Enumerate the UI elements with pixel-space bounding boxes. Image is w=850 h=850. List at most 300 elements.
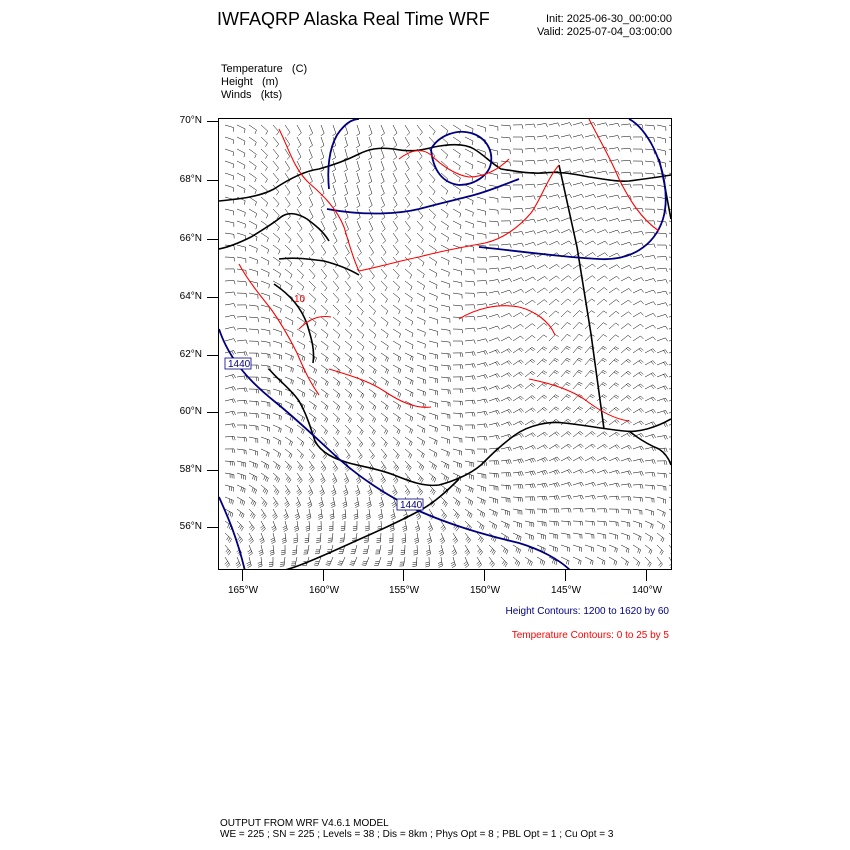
- wind-barb-feather: [518, 549, 519, 553]
- wind-barb-feather: [316, 540, 320, 541]
- wind-barb-shaft: [429, 257, 437, 262]
- wind-barb-feather: [521, 433, 523, 436]
- wind-barb-shaft: [549, 432, 556, 437]
- wind-barb-feather: [580, 521, 581, 525]
- wind-barb-feather: [616, 383, 619, 385]
- wind-barb-feather: [311, 454, 313, 457]
- wind-barb-shaft: [513, 278, 521, 281]
- wind-barb-feather: [556, 483, 558, 487]
- wind-barb-shaft: [357, 257, 362, 265]
- wind-barb-feather: [615, 347, 618, 349]
- wind-barb-feather: [304, 334, 305, 338]
- wind-barb-feather: [615, 446, 618, 449]
- wind-barb-feather: [266, 203, 268, 207]
- wind-barb-feather: [579, 334, 583, 336]
- wind-barb-feather: [338, 359, 340, 363]
- wind-barb-feather: [626, 360, 629, 362]
- wind-barb-feather: [567, 407, 570, 409]
- wind-barb-feather: [274, 489, 276, 492]
- wind-barb-feather: [280, 297, 281, 301]
- wind-barb-feather: [533, 445, 535, 448]
- wind-barb-feather: [275, 476, 277, 480]
- wind-barb-feather: [504, 562, 506, 565]
- wind-barb-feather: [309, 157, 312, 159]
- wind-barb-shaft: [633, 545, 641, 550]
- wind-barb-feather: [519, 373, 522, 376]
- wind-barb-feather: [312, 442, 314, 446]
- wind-barb-feather: [445, 503, 447, 506]
- wind-barb-shaft: [549, 206, 558, 209]
- wind-barb-feather: [252, 488, 253, 492]
- wind-barb-feather: [421, 466, 423, 470]
- wind-barb-shaft: [333, 173, 336, 182]
- wind-barb-feather: [400, 358, 401, 362]
- wind-barb-feather: [593, 252, 596, 255]
- wind-barb-feather: [241, 487, 242, 491]
- wind-barb-feather: [534, 242, 536, 246]
- wind-barb-feather: [337, 311, 339, 314]
- wind-barb-feather: [312, 252, 315, 255]
- wind-barb-shaft: [285, 221, 291, 228]
- wind-barb-feather: [391, 514, 395, 516]
- wind-barb-feather: [510, 232, 511, 236]
- wind-barb-feather: [312, 264, 315, 267]
- wind-barb-shaft: [345, 245, 349, 253]
- wind-barb-feather: [350, 335, 352, 339]
- wind-barb-shaft: [549, 264, 557, 269]
- wind-barb-feather: [287, 157, 290, 160]
- wind-barb-shaft: [249, 509, 255, 515]
- wind-barb-feather: [660, 550, 662, 553]
- wind-barb-shaft: [429, 185, 435, 192]
- wind-barb-feather: [520, 360, 523, 363]
- wind-barb-feather: [474, 328, 475, 332]
- wind-barb-shaft: [320, 533, 321, 542]
- wind-barb-feather: [653, 349, 656, 352]
- wind-barb-feather: [244, 129, 245, 133]
- wind-barb-feather: [628, 395, 631, 398]
- wind-barb-feather: [281, 554, 285, 555]
- wind-barb-feather: [407, 205, 410, 208]
- wind-barb-shaft: [369, 449, 375, 456]
- wind-barb-feather: [244, 388, 245, 392]
- wind-barb-feather: [293, 550, 297, 551]
- wind-barb-feather: [393, 157, 396, 159]
- wind-barb-shaft: [285, 269, 292, 275]
- wind-barb-shaft: [645, 173, 654, 174]
- wind-barb-shaft: [477, 304, 486, 305]
- wind-barb-feather: [642, 161, 643, 165]
- wind-barb-feather: [320, 170, 323, 172]
- wind-barb-feather: [394, 479, 397, 482]
- wind-barb-feather: [518, 563, 520, 567]
- wind-barb-feather: [628, 324, 631, 327]
- wind-barb-shaft: [549, 457, 557, 461]
- wind-barb-shaft: [621, 265, 629, 269]
- wind-barb-feather: [558, 509, 559, 513]
- wind-barb-feather: [332, 170, 336, 172]
- wind-barb-feather: [532, 459, 534, 462]
- wind-barb-feather: [653, 337, 656, 340]
- wind-barb-feather: [567, 311, 570, 313]
- wind-barb-feather: [474, 437, 475, 441]
- wind-barb-feather: [498, 256, 499, 260]
- wind-barb-shaft: [477, 292, 486, 293]
- wind-barb-feather: [449, 452, 450, 456]
- wind-barb-feather: [618, 148, 620, 152]
- wind-barb-feather: [425, 344, 426, 348]
- wind-barb-shaft: [285, 281, 292, 286]
- wind-barb-shaft: [597, 241, 605, 245]
- wind-barb-feather: [617, 253, 620, 256]
- wind-barb-shaft: [453, 497, 460, 502]
- wind-barb-shaft: [261, 161, 267, 167]
- wind-barb-feather: [455, 526, 458, 529]
- height-contour-legend: Height Contours: 1200 to 1620 by 60: [505, 606, 669, 617]
- wind-barb-shaft: [297, 137, 301, 145]
- wind-barb-shaft: [369, 173, 372, 182]
- wind-barb-feather: [474, 282, 475, 286]
- wind-barb-shaft: [333, 317, 340, 323]
- wind-barb-feather: [378, 514, 382, 516]
- wind-barb-feather: [286, 505, 289, 508]
- wind-barb-shaft: [381, 305, 388, 311]
- wind-barb-feather: [485, 176, 486, 180]
- wind-barb-feather: [498, 268, 499, 272]
- wind-barb-shaft: [537, 407, 544, 413]
- wind-barb-shaft: [561, 557, 569, 561]
- wind-barb-feather: [594, 171, 596, 175]
- wind-barb-feather: [604, 561, 605, 565]
- wind-barb-feather: [484, 513, 485, 517]
- wind-barb-shaft: [405, 233, 411, 240]
- wind-barb-feather: [271, 540, 275, 542]
- wind-barb-feather: [419, 168, 422, 171]
- wind-barb-feather: [357, 493, 360, 495]
- wind-barb-shaft: [297, 221, 302, 228]
- wind-barb-feather: [302, 368, 303, 372]
- wind-barb-feather: [640, 537, 641, 541]
- wind-barb-shaft: [285, 533, 286, 542]
- wind-barb-feather: [358, 467, 361, 470]
- wind-barb-feather: [468, 500, 469, 504]
- wind-barb-feather: [641, 446, 643, 449]
- wind-barb-shaft: [333, 281, 339, 288]
- wind-barb-shaft: [369, 161, 372, 170]
- wind-barb-feather: [530, 548, 531, 552]
- wind-barb-feather: [518, 536, 519, 540]
- wind-barb-shaft: [585, 431, 592, 437]
- wind-barb-feather: [333, 493, 336, 495]
- wind-barb-shaft: [585, 147, 594, 149]
- wind-barb-feather: [333, 217, 336, 219]
- wind-barb-feather: [399, 334, 400, 338]
- wind-barb-feather: [458, 502, 460, 506]
- wind-barb-shaft: [225, 137, 234, 140]
- lat-tick: [207, 355, 218, 356]
- wind-barb-feather: [534, 148, 535, 152]
- wind-barb-shaft: [237, 161, 245, 165]
- wind-barb-feather: [484, 412, 486, 416]
- wind-barb-feather: [244, 489, 245, 493]
- wind-barb-shaft: [465, 376, 474, 377]
- wind-barb-feather: [555, 383, 559, 385]
- lat-label-70: 70°N: [179, 115, 202, 126]
- wind-barb-feather: [542, 471, 544, 475]
- wind-barb-shaft: [645, 557, 651, 563]
- wind-barb-feather: [258, 318, 259, 322]
- wind-barb-feather: [639, 361, 642, 364]
- wind-barb-feather: [459, 490, 460, 494]
- wind-barb-shaft: [441, 293, 450, 295]
- wind-barb-feather: [318, 516, 322, 518]
- wind-barb-shaft: [405, 365, 413, 369]
- wind-barb-feather: [642, 459, 644, 463]
- wind-barb-feather: [365, 528, 369, 529]
- wind-barb-shaft: [369, 413, 376, 419]
- wind-barb-shaft: [513, 336, 520, 341]
- wind-barb-shaft: [525, 533, 533, 536]
- wind-barb-feather: [233, 500, 234, 504]
- wind-barb-feather: [375, 370, 377, 374]
- wind-barb-shaft: [465, 185, 473, 189]
- wind-barb-feather: [261, 527, 264, 530]
- wind-barb-feather: [373, 431, 375, 434]
- wind-barb-feather: [474, 425, 475, 429]
- wind-barb-feather: [316, 542, 320, 543]
- wind-barb-feather: [518, 472, 519, 476]
- wind-barb-feather: [544, 420, 547, 423]
- wind-barb-feather: [261, 513, 264, 516]
- wind-barb-shaft: [549, 335, 555, 341]
- wind-barb-feather: [374, 419, 376, 423]
- wind-barb-feather: [244, 437, 245, 441]
- wind-barb-feather: [338, 347, 340, 351]
- wind-barb-feather: [281, 550, 285, 551]
- wind-barb-feather: [287, 169, 290, 172]
- wind-barb-shaft: [285, 353, 293, 356]
- wind-barb-feather: [321, 145, 324, 147]
- wind-barb-shaft: [393, 341, 401, 346]
- wind-barb-feather: [394, 217, 397, 220]
- wind-barb-feather: [567, 370, 571, 372]
- wind-barb-shaft: [537, 230, 546, 233]
- wind-barb-feather: [260, 525, 263, 528]
- wind-barb-feather: [544, 471, 546, 475]
- wind-barb-feather: [666, 326, 668, 329]
- wind-barb-feather: [592, 496, 594, 500]
- wind-barb-shaft: [285, 161, 290, 169]
- wind-barb-feather: [490, 549, 492, 552]
- wind-barb-shaft: [573, 358, 579, 365]
- wind-barb-shaft: [261, 329, 270, 331]
- wind-barb-feather: [639, 434, 641, 437]
- wind-barb-shaft: [645, 361, 653, 365]
- wind-barb-shaft: [585, 382, 591, 389]
- wind-barb-shaft: [549, 218, 558, 221]
- wind-barb-feather: [239, 539, 242, 542]
- wind-barb-feather: [290, 275, 292, 279]
- wind-barb-shaft: [633, 533, 641, 537]
- wind-barb-feather: [295, 516, 299, 518]
- wind-barb-feather: [605, 444, 608, 447]
- wind-barb-feather: [423, 391, 424, 395]
- wind-barb-feather: [331, 504, 335, 506]
- wind-barb-feather: [252, 514, 254, 517]
- wind-barb-feather: [437, 428, 438, 432]
- wind-barb-shaft: [285, 461, 292, 467]
- wind-barb-shaft: [321, 473, 325, 481]
- wind-barb-feather: [669, 563, 671, 566]
- wind-barb-feather: [615, 458, 617, 461]
- wind-barb-shaft: [513, 409, 521, 413]
- wind-barb-feather: [428, 540, 432, 542]
- wind-barb-feather: [592, 419, 595, 421]
- wind-barb-shaft: [321, 341, 328, 346]
- wind-barb-shaft: [585, 419, 592, 425]
- wind-barb-feather: [422, 467, 424, 471]
- wind-barb-feather: [651, 386, 654, 389]
- wind-barb-feather: [630, 124, 631, 128]
- wind-barb-shaft: [465, 545, 470, 553]
- wind-barb-shaft: [369, 281, 375, 288]
- wind-barb-shaft: [489, 221, 498, 222]
- wind-barb-feather: [381, 181, 384, 183]
- wind-barb-feather: [244, 189, 245, 193]
- wind-barb-feather: [385, 405, 387, 409]
- wind-barb-feather: [542, 348, 545, 350]
- wind-barb-feather: [594, 482, 596, 486]
- wind-barb-feather: [369, 217, 372, 219]
- wind-barb-shaft: [405, 245, 411, 252]
- wind-barb-shaft: [429, 317, 438, 320]
- wind-barb-feather: [628, 549, 629, 553]
- wind-barb-shaft: [621, 242, 630, 245]
- wind-barb-feather: [666, 268, 667, 272]
- wind-barb-feather: [276, 168, 279, 171]
- wind-barb-feather: [381, 145, 384, 147]
- wind-barb-shaft: [537, 359, 543, 365]
- wind-barb-feather: [226, 549, 229, 552]
- wind-barb-shaft: [429, 281, 437, 285]
- wind-barb-feather: [391, 516, 395, 518]
- wind-barb-shaft: [609, 253, 617, 257]
- wind-barb-shaft: [393, 269, 399, 275]
- wind-barb-feather: [465, 565, 468, 567]
- wind-barb-feather: [337, 431, 339, 434]
- wind-barb-feather: [298, 479, 301, 482]
- wind-barb-shaft: [669, 137, 671, 140]
- wind-barb-feather: [410, 275, 412, 279]
- wind-barb-feather: [460, 401, 461, 405]
- temp-contour-1: [279, 129, 359, 271]
- wind-barb-shaft: [501, 497, 510, 499]
- wind-barb-shaft: [237, 449, 246, 450]
- wind-barb-shaft: [597, 370, 603, 377]
- wind-barb-shaft: [501, 397, 509, 401]
- wind-barb-shaft: [657, 473, 666, 474]
- wind-barb-feather: [385, 417, 387, 421]
- wind-barb-feather: [226, 563, 229, 566]
- wind-barb-feather: [616, 300, 619, 303]
- wind-barb-shaft: [633, 255, 642, 257]
- wind-barb-feather: [484, 399, 486, 403]
- wind-barb-shaft: [273, 437, 281, 441]
- wind-barb-feather: [381, 157, 384, 159]
- wind-barb-shaft: [537, 445, 545, 449]
- wind-barb-feather: [446, 477, 447, 481]
- wind-barb-feather: [384, 442, 386, 445]
- wind-barb-shaft: [537, 288, 544, 293]
- wind-barb-feather: [486, 363, 488, 367]
- wind-barb-feather: [509, 325, 512, 328]
- wind-barb-feather: [257, 464, 258, 468]
- wind-barb-feather: [232, 424, 234, 428]
- wind-barb-feather: [317, 526, 321, 527]
- wind-barb-feather: [603, 395, 606, 397]
- wind-barb-feather: [393, 491, 396, 494]
- wind-barb-feather: [616, 335, 619, 337]
- wind-barb-shaft: [633, 384, 640, 389]
- wind-barb-feather: [556, 299, 559, 301]
- wind-barb-feather: [556, 419, 559, 422]
- wind-barb-shaft: [285, 473, 291, 480]
- wind-barb-shaft: [669, 257, 671, 258]
- wind-barb-shaft: [285, 497, 289, 505]
- wind-barb-feather: [234, 350, 236, 354]
- wind-barb-shaft: [441, 437, 450, 440]
- wind-barb-feather: [518, 497, 519, 501]
- wind-barb-shaft: [357, 305, 363, 311]
- wind-barb-feather: [304, 357, 305, 361]
- wind-barb-feather: [244, 376, 245, 380]
- wind-barb-feather: [412, 417, 413, 421]
- wind-barb-feather: [385, 288, 387, 291]
- wind-barb-feather: [472, 153, 473, 157]
- wind-barb-shaft: [645, 349, 653, 353]
- wind-barb-feather: [618, 207, 620, 211]
- wind-barb-feather: [413, 550, 417, 551]
- temp-contour-2: [239, 264, 319, 395]
- wind-barb-feather: [641, 421, 644, 424]
- wind-barb-feather: [558, 195, 560, 199]
- wind-barb-feather: [556, 407, 559, 409]
- wind-barb-feather: [278, 251, 280, 255]
- wind-barb-shaft: [441, 317, 450, 319]
- height-label-west: 1440: [228, 359, 251, 370]
- wind-barb-shaft: [501, 361, 509, 365]
- wind-barb-shaft: [441, 401, 450, 402]
- wind-barb-feather: [498, 279, 500, 283]
- wind-barb-feather: [385, 393, 387, 397]
- wind-barb-feather: [373, 300, 375, 303]
- wind-barb-shaft: [585, 334, 591, 341]
- wind-barb-shaft: [417, 269, 424, 274]
- wind-barb-shaft: [381, 245, 386, 252]
- wind-barb-feather: [665, 338, 667, 341]
- wind-barb-feather: [457, 515, 459, 518]
- wind-barb-feather: [544, 335, 547, 337]
- wind-barb-feather: [592, 276, 595, 279]
- wind-barb-feather: [558, 135, 560, 139]
- wind-barb-feather: [281, 308, 282, 312]
- wind-barb-feather: [544, 407, 547, 410]
- wind-barb-shaft: [585, 287, 592, 293]
- wind-barb-feather: [399, 394, 400, 398]
- wind-barb-feather: [413, 552, 417, 553]
- wind-barb-feather: [520, 348, 523, 351]
- wind-barb-feather: [322, 481, 325, 484]
